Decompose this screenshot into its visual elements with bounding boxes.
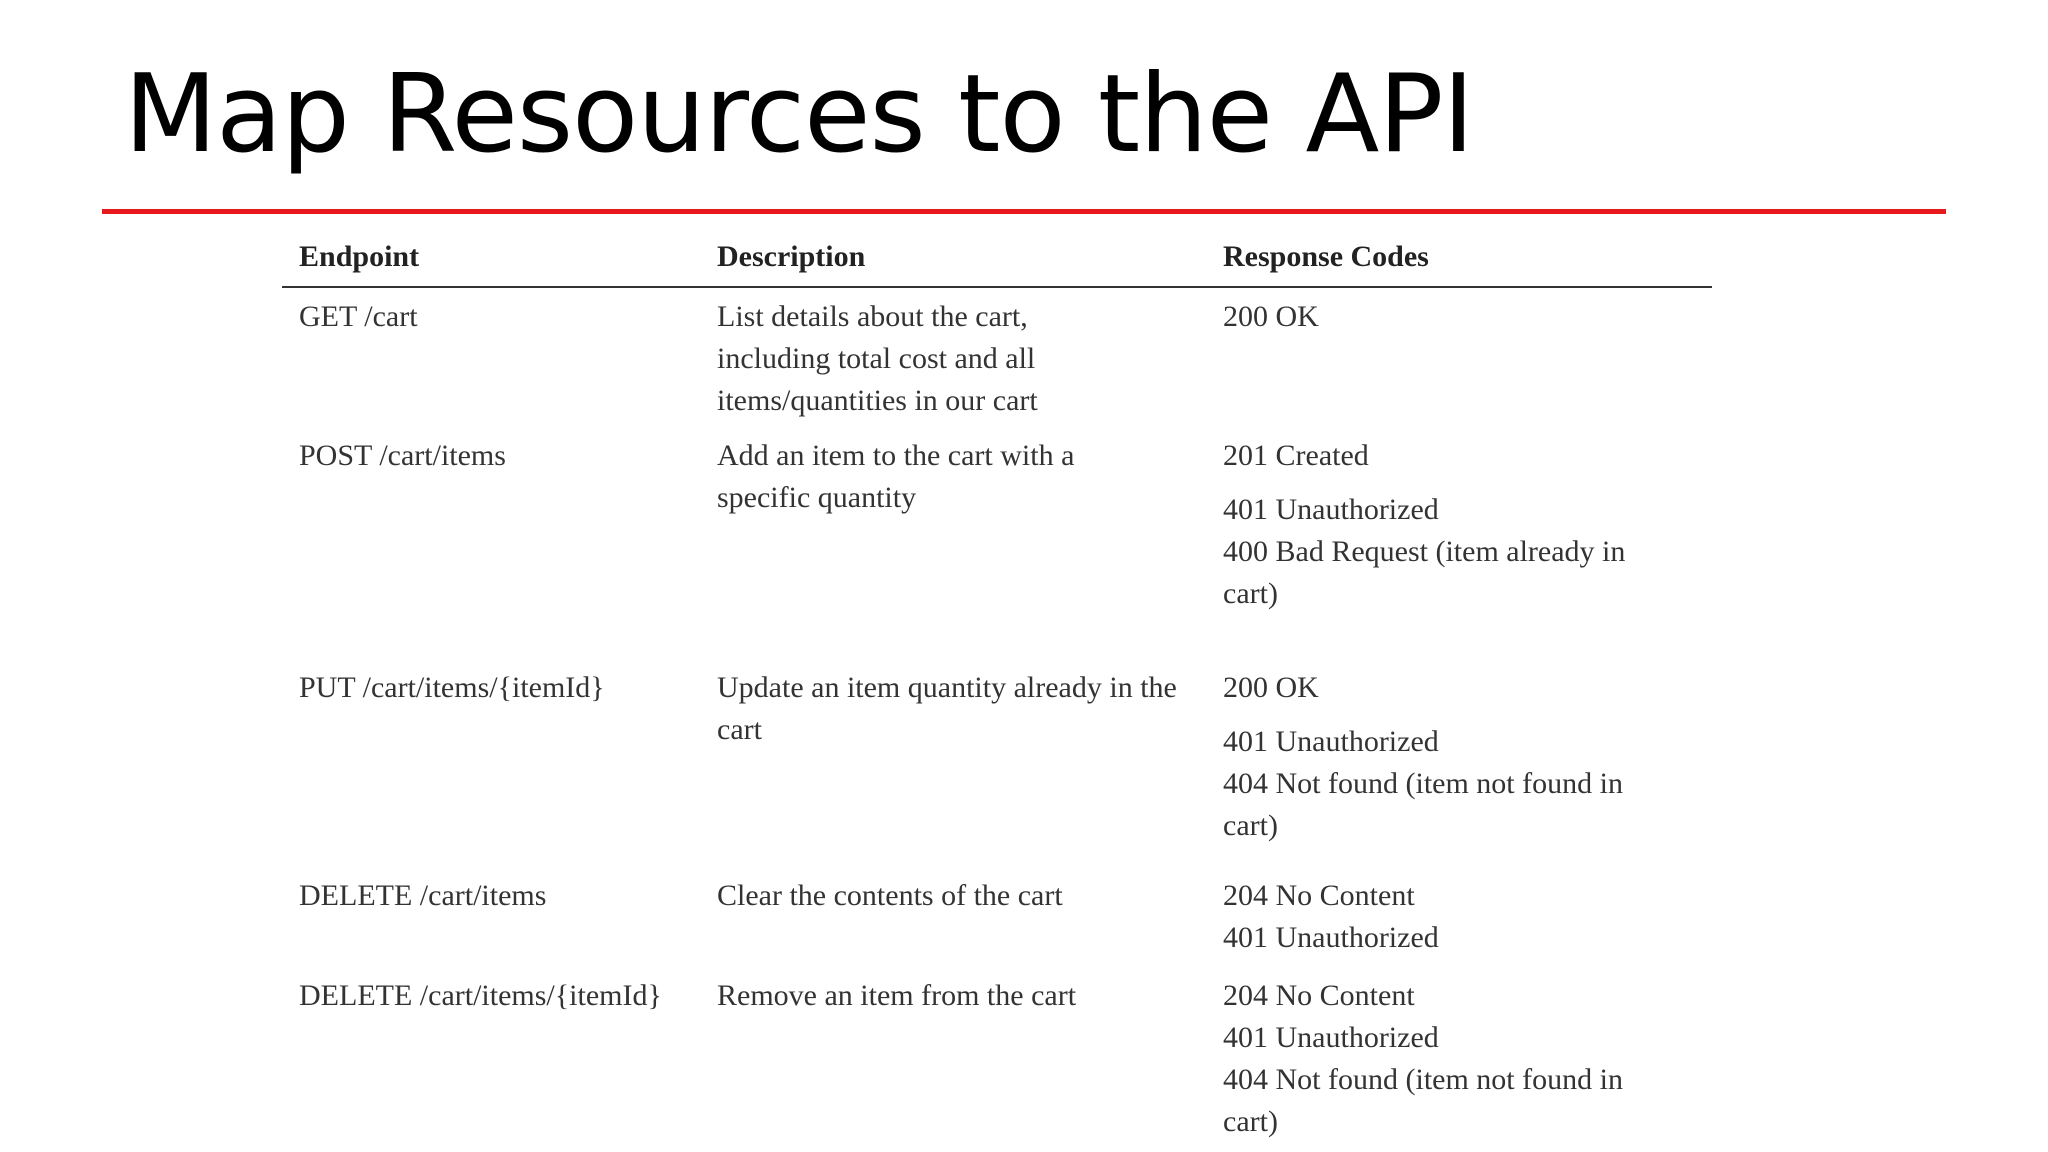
- description-cell: Update an item quantity already in the cart: [717, 671, 1177, 746]
- response-code: 401 Unauthorized: [1223, 921, 1439, 954]
- endpoint-cell: POST /cart/items: [299, 439, 506, 472]
- response-code: 401 Unauthorized: [1223, 725, 1439, 758]
- response-code: 404 Not found (item not found in cart): [1223, 1063, 1623, 1138]
- description-cell: List details about the cart, including total cost and all items/quantities in our cart: [717, 300, 1038, 417]
- title-divider: [102, 209, 1946, 214]
- endpoint-cell: DELETE /cart/items: [299, 879, 547, 912]
- response-code: 401 Unauthorized: [1223, 493, 1439, 526]
- api-endpoint-table: [282, 226, 1712, 1138]
- response-code: 201 Created: [1223, 439, 1369, 472]
- response-code: 204 No Content: [1223, 879, 1415, 912]
- header-response-codes: Response Codes: [1223, 240, 1429, 273]
- response-codes-cell: [1223, 975, 1683, 1143]
- response-code: 200 OK: [1223, 671, 1319, 704]
- response-codes-cell: [1223, 667, 1683, 847]
- response-codes-cell: [1223, 875, 1693, 959]
- response-codes-cell: [1223, 435, 1683, 615]
- response-code: 404 Not found (item not found in cart): [1223, 767, 1623, 842]
- description-cell: Clear the contents of the cart: [717, 879, 1063, 912]
- response-code: 200 OK: [1223, 300, 1319, 333]
- table-header-row: [282, 226, 1712, 288]
- response-code: 204 No Content: [1223, 979, 1415, 1012]
- response-codes-cell: [1223, 296, 1693, 338]
- endpoint-cell: GET /cart: [299, 300, 418, 333]
- endpoint-cell: PUT /cart/items/{itemId}: [299, 671, 605, 704]
- header-description: Description: [717, 240, 866, 273]
- response-code: 400 Bad Request (item already in cart): [1223, 535, 1626, 610]
- description-cell: Remove an item from the cart: [717, 979, 1077, 1012]
- description-cell: Add an item to the cart with a specific quantity: [717, 439, 1075, 514]
- response-code: 401 Unauthorized: [1223, 1021, 1439, 1054]
- slide-title: Map Resources to the API: [124, 52, 1474, 177]
- endpoint-cell: DELETE /cart/items/{itemId}: [299, 979, 662, 1012]
- header-endpoint: Endpoint: [299, 240, 420, 273]
